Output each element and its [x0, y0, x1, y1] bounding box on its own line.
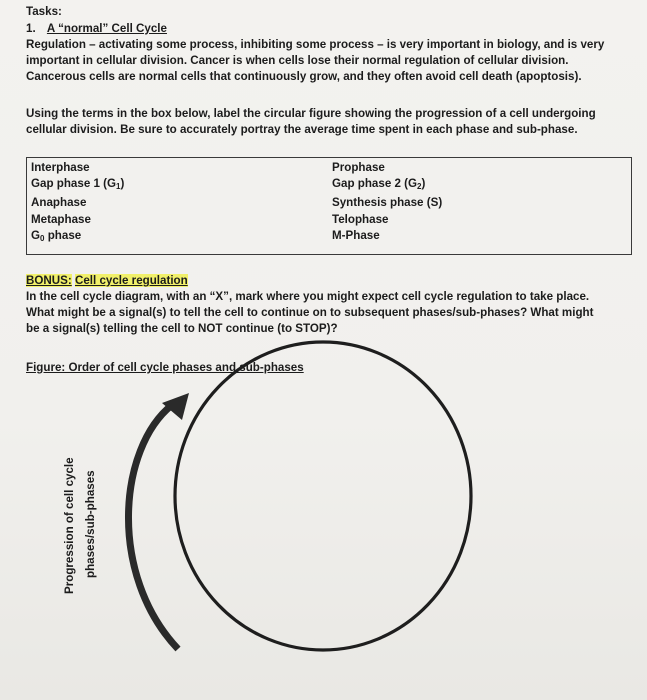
- intro-line: Regulation – activating some process, inhibiting some process – is very important in biology, and is very: [26, 38, 605, 51]
- bonus-title: Cell cycle regulation: [74, 274, 188, 287]
- bonus-line: What might be a signal(s) to tell the cell to continue on to subsequent phases/sub-phases? What might: [26, 306, 594, 319]
- instructions-line: cellular division. Be sure to accurately portray the average time spent in each phase and sub-phase.: [26, 123, 578, 136]
- term-telophase: Telophase: [332, 212, 389, 226]
- progression-arrow-shaft: [128, 405, 178, 649]
- bonus-line: In the cell cycle diagram, with an “X”, mark where you might expect cell cycle regulation to take place.: [26, 290, 590, 303]
- term-g0-phase: $G_0$ phase: [31, 228, 82, 243]
- task-title: A “normal” Cell Cycle: [46, 22, 167, 35]
- term-gap-phase-2: Gap phase 2 $(G_2)$: [332, 177, 426, 192]
- task-number: 1.: [26, 22, 36, 35]
- term-metaphase: Metaphase: [31, 212, 91, 226]
- axis-label-line2: phases/sub-phases: [84, 470, 97, 578]
- term-m-phase: M-Phase: [332, 228, 380, 242]
- figure-caption: Figure: Order of cell cycle phases and sub-phases: [26, 361, 304, 374]
- term-synthesis-phase: Synthesis phase (S): [332, 196, 443, 210]
- term-anaphase: Anaphase: [31, 196, 87, 210]
- instructions-line: Using the terms in the box below, label the circular figure showing the progression of a cell undergoing: [26, 107, 596, 120]
- bonus-line: be a signal(s) telling the cell to NOT continue (to STOP)?: [26, 322, 338, 335]
- intro-line: Cancerous cells are normal cells that continuously grow, and they often avoid cell death (apoptosis).: [26, 70, 582, 83]
- term-interphase: Interphase: [31, 161, 90, 174]
- axis-label-line1: Progression of cell cycle: [63, 457, 76, 594]
- intro-line: important in cellular division. Cancer is when cells lose their normal regulation of cellular division.: [26, 54, 569, 67]
- term-gap-phase-1: Gap phase 1 $(G_1)$: [31, 177, 125, 192]
- bonus-label: BONUS:: [26, 274, 72, 287]
- term-prophase: Prophase: [332, 161, 385, 174]
- cell-cycle-circle: [175, 342, 471, 650]
- tasks-heading: Tasks:: [26, 5, 62, 18]
